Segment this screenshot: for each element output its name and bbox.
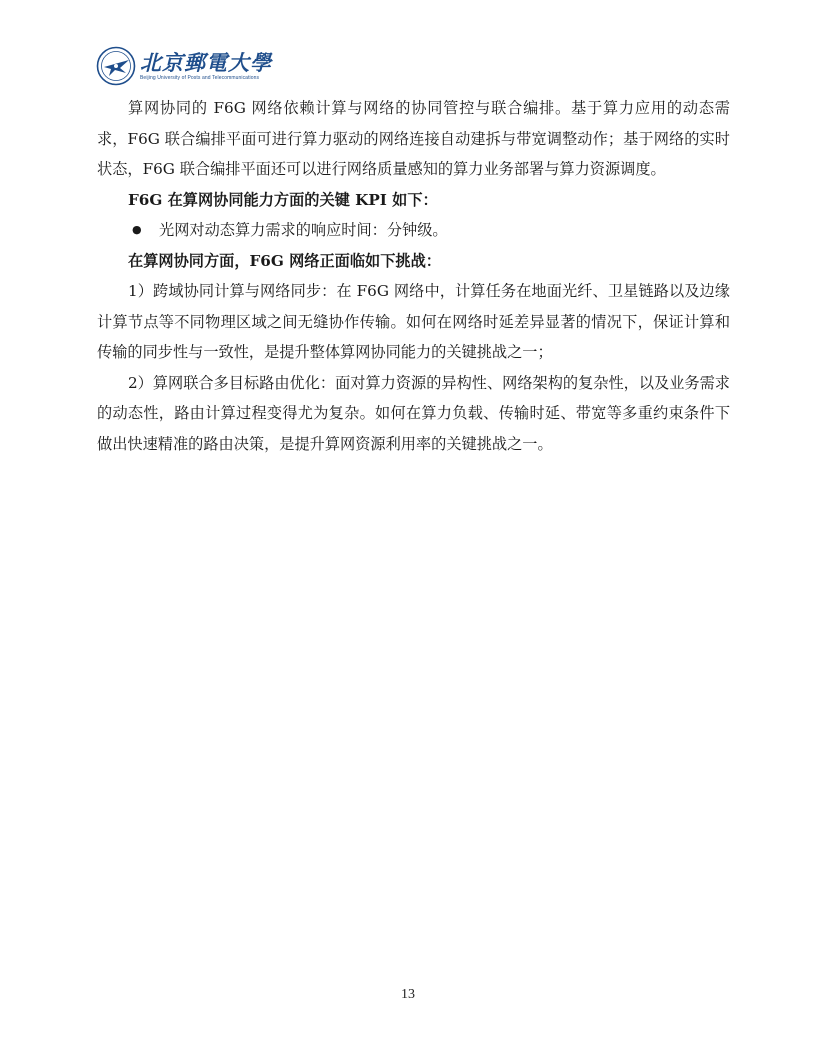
challenge-item-1: 1）跨域协同计算与网络同步：在 F6G 网络中，计算任务在地面光纤、卫星链路以及边缘计算节点等不同物理区域之间无缝协作传输。如何在网络时延差异显著的情况下，保证计算和传输的同步性与一致性，是提升整体算网协同能力的关键挑战之一； <box>97 282 730 361</box>
bullet-text: 光网对动态算力需求的响应时间：分钟级。 <box>159 221 448 239</box>
challenge-item-2: 2）算网联合多目标路由优化：面对算力资源的异构性、网络架构的复杂性，以及业务需求的动态性，路由计算过程变得尤为复杂。如何在算力负载、传输时延、带宽等多重约束条件下做出快速精准的路由决策，是提升算网资源利用率的关键挑战之一。 <box>97 373 730 453</box>
university-name-cn: 北京郵電大學 <box>140 49 272 75</box>
university-name-en: Beijing University of Posts and Telecommunications <box>140 74 260 81</box>
university-emblem-icon <box>96 46 136 86</box>
bullet-item <box>97 215 730 246</box>
university-header <box>96 44 272 88</box>
paragraph-intro: 算网协同的 F6G 网络依赖计算与网络的协同管控与联合编排。基于算力应用的动态需求，F6G 联合编排平面可进行算力驱动的网络连接自动建拆与带宽调整动作；基于网络的实时状态，F6G 联合编排平面还可以进行网络质量感知的算力业务部署与算力资源调度。 <box>97 99 730 178</box>
bullet-icon: ● <box>132 223 142 236</box>
challenge-heading: 在算网协同方面，F6G 网络正面临如下挑战： <box>128 251 441 270</box>
document-body <box>97 93 730 459</box>
page-number: 13 <box>401 987 415 1002</box>
kpi-heading: F6G 在算网协同能力方面的关键 KPI 如下： <box>128 190 438 209</box>
university-name <box>140 51 272 82</box>
